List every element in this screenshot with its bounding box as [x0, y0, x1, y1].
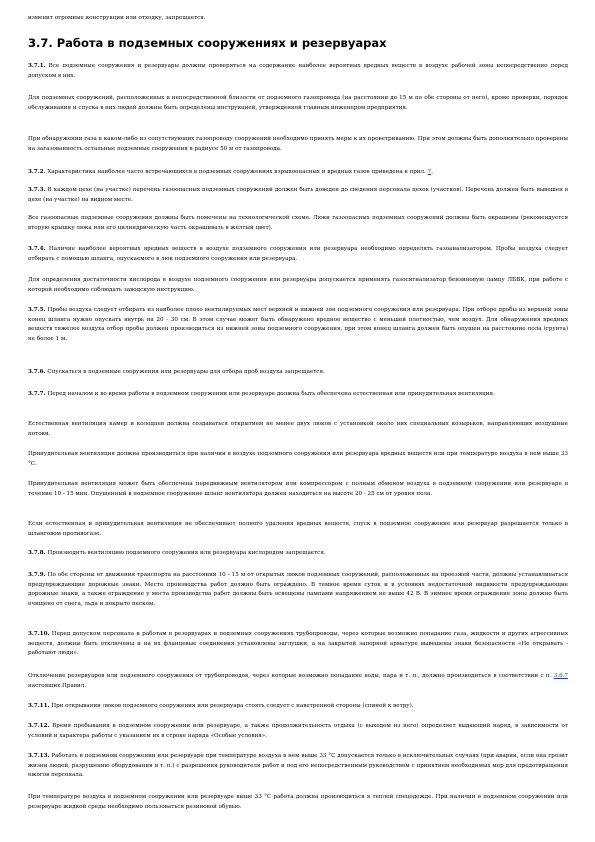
paragraph-text: Принудительная вентиляция должна производиться при наличии в воздухе подземного сооружения или резервуара вредных веществ или при температуре воздуха в нем выше 33 °С.: [28, 451, 568, 467]
paragraph: [28, 306, 568, 344]
clause-number: 3.7.10.: [28, 631, 50, 637]
paragraph: [28, 722, 568, 741]
clause-number: 3.7.3.: [28, 187, 46, 193]
paragraph-text: Производить вентиляцию подземного сооружения или резервуара кислородом запрещается.: [47, 550, 326, 556]
paragraph: [28, 186, 568, 205]
clause-number: 3.7.11.: [28, 703, 50, 709]
section-heading: 3.7. Работа в подземных сооружениях и резервуарах: [28, 36, 387, 50]
paragraph: [28, 450, 568, 469]
clause-number: 3.7.6.: [28, 369, 46, 375]
paragraph-text: Все газоопасные подземные сооружения должны быть помечены на технологической схеме. Люки газоопасных подземных сооружений должны быть окрашены (рекомендуется вторую крышку люка или его цилиндрическую часть окрашивать в желтый цвет).: [28, 215, 568, 231]
paragraph: [28, 368, 568, 378]
clause-number: 3.7.2.: [28, 169, 46, 175]
clause-number: 3.7.4.: [28, 246, 46, 252]
paragraph: [28, 135, 568, 154]
paragraph: [28, 276, 568, 295]
paragraph-tail: настоящих Правил.: [28, 682, 87, 689]
paragraph-text: Перед допуском персонала к работам в резервуарах и подземных сооружениях трубопроводы, через которые возможно попадание газа, жидкости и других агрессивных веществ, должны быть отключены и на их фланцевые соединения установлены заглушки, а на закрытой запорной арматуре вывешены знаки безопасности «Не открывать - работают люди».: [28, 631, 568, 657]
paragraph-text: Отключение резервуаров или подземного сооружения от трубопроводов, через которые возможно попадание воды, пара и т. п., должно производиться в соответствии с п.: [28, 673, 552, 679]
paragraph: [28, 214, 568, 233]
paragraph-text: Все подземные сооружения и резервуары должны проверяться на содержание наиболее вероятных вредных веществ в воздухе рабочей зоны непосредственно перед допуском в них.: [28, 63, 569, 79]
paragraph: [28, 420, 568, 439]
clause-number: 3.7.12.: [28, 723, 50, 729]
paragraph: [28, 480, 568, 499]
paragraph-text: В каждом цехе (на участке) перечень газоопасных подземных сооружений должен быть доведен до сведения персонала цехов (участков). Перечень должен быть вывешен в цехе (на участке) на видном месте.: [28, 187, 568, 203]
paragraph: [28, 571, 568, 609]
clause-number: 3.7.13.: [28, 753, 50, 759]
paragraph: [28, 520, 568, 539]
paragraph: [28, 390, 568, 400]
paragraph-text: Характеристика наиболее часто встречающихся в подземных сооружениях взрывоопасных и вредных газов приведена в прил.: [47, 169, 426, 175]
paragraph-text: Спускаться в подземные сооружения или резервуары для отбора проб воздуха запрещается.: [47, 369, 325, 375]
clause-number: 3.7.1.: [28, 63, 46, 69]
paragraph: [28, 94, 568, 113]
paragraph: [28, 549, 568, 559]
paragraph: [28, 630, 568, 659]
clause-number: 3.7.9.: [28, 572, 46, 578]
paragraph: [28, 245, 568, 264]
clause-number: 3.7.5.: [28, 307, 46, 313]
clause-number: 3.7.7.: [28, 391, 46, 397]
paragraph-text: При температуре воздуха в подземном сооружении или резервуаре выше 33 °С работа должна производиться в теплой спецодежде. При наличии в подземном сооружении или резервуаре жидкой среды необходимо пользоваться резиновой обувью.: [28, 794, 568, 810]
paragraph: [28, 168, 568, 178]
appendix-link[interactable]: 7: [427, 169, 432, 175]
clause-link[interactable]: 3.6.7: [553, 673, 568, 679]
paragraph-text: Для подземных сооружений, расположенных в непосредственной близости от подземного газопровода (на расстоянии до 15 м по обе стороны от него), кроме проверки, порядок обслуживания и спуска в них людей должны быть определены инструкцией, утвержденной главным инженером предприятия.: [28, 95, 568, 111]
paragraph-text: Естественная вентиляция камер и колодцев должна создаваться открытием не менее двух люков с установкой около них специальных козырьков, направляющих воздушные потоки.: [28, 421, 568, 437]
paragraph-text: Наличие наиболее вероятных вредных веществ в воздухе подземного сооружения или резервуара необходимо определять газоанализатором. Пробы воздуха следует отбирать с помощью шланга, опускаемого в люк подземного сооружения или резервуара.: [28, 246, 568, 262]
paragraph: [28, 793, 568, 812]
paragraph-text: Принудительная вентиляция может быть обеспечена передвижным вентилятором или компрессором с полным обменом воздуха в подземном сооружении или резервуаре в течение 10 - 15 мин. Опущенный в подземное сооружение шланг вентилятора должен находиться на высоте 20 - 25 см от уровня пола.: [28, 481, 568, 497]
intro-line: изменит огромные конструкции или отходку, запрещается.: [28, 15, 206, 21]
paragraph-text: Пробы воздуха следует отбирать из наиболее плохо вентилируемых мест верхней и нижней зон подземного сооружения или резервуара. При отборе пробы из верхней зоны конец шланга нужно опускать внутрь на 20 - 30 см. В этом случае может быть обнаружено вредное вещество с меньшей плотностью, чем воздух. Для обнаружения вредных веществ тяжелее воздуха отбор пробы должен производиться из нижней зоны подземного сооружения, при этом конец шланга должен быть опущен на расстояние пола (грунта) не более 1 м.: [28, 307, 568, 342]
paragraph-text: Работать в подземном сооружении или резервуаре при температуре воздуха в нем выше 33 °С допускается только в исключительных случаях (при аварии, если она грозит жизни людей, разрушению оборудования и т. п.) с разрешения руководителя работ и под его непосредственным руководством с принятием необходимых мер для предотвращения ожогов персонала.: [28, 753, 568, 779]
paragraph: [28, 672, 568, 691]
paragraph-text: Если естественная и принудительная вентиляция не обеспечивает полного удаления вредных веществ, спуск в подземное сооружение или резервуар разрешается только в шланговом противогазе.: [28, 521, 568, 537]
paragraph-text: Для определения достаточности кислорода в воздухе подземного сооружения или резервуара допускается применять газосигнализатор бензиновую лампу ЛБВК, при работе с которой необходимо соблюдать заводскую инструкцию.: [28, 277, 568, 293]
paragraph-text: При обнаружении газа в каком-либо из сопутствующих газопроводу сооружений необходимо принять меры к их проветриванию. При этом должны быть дополнительно проверены на загазованность остальные подземные сооружения в радиусе 50 м от газопровода.: [28, 136, 568, 152]
paragraph: [28, 62, 568, 81]
paragraph-text: Перед началом и во время работы в подземном сооружении или резервуаре должна быть обеспечена естественная или принудительная вентиляция.: [47, 391, 495, 397]
paragraph-text: По обе стороны от движения транспорта на расстоянии 10 - 15 м от открытых люков подземных сооружений, расположенных на проезжей части, должны устанавливаться предупреждающие дорожные знаки. Место производства работ должно быть ограждено. В темное время суток и в условиях недостаточной видимости предупреждающие дорожные знаки, а также ограждение у места производства работ должны быть освещены лампами напряжением не выше 42 В. В зимнее время ограждение зоны должно быть очищено от снега, льда и покрыто песком.: [28, 572, 568, 607]
paragraph-tail: .: [431, 169, 433, 175]
paragraph-text: При открывании люков подземного сооружения или резервуара стоять следует с наветренной стороны (спиной к ветру).: [51, 703, 414, 709]
paragraph: [28, 752, 568, 781]
paragraph: [28, 702, 568, 712]
clause-number: 3.7.8.: [28, 550, 46, 556]
paragraph-text: Время пребывания в подземном сооружении или резервуаре, а также продолжительность отдыха (с выходом из него) определяет выдающий наряд, в зависимости от условий и характера работы с указанием их в строке наряда «Особые условия».: [28, 723, 568, 739]
